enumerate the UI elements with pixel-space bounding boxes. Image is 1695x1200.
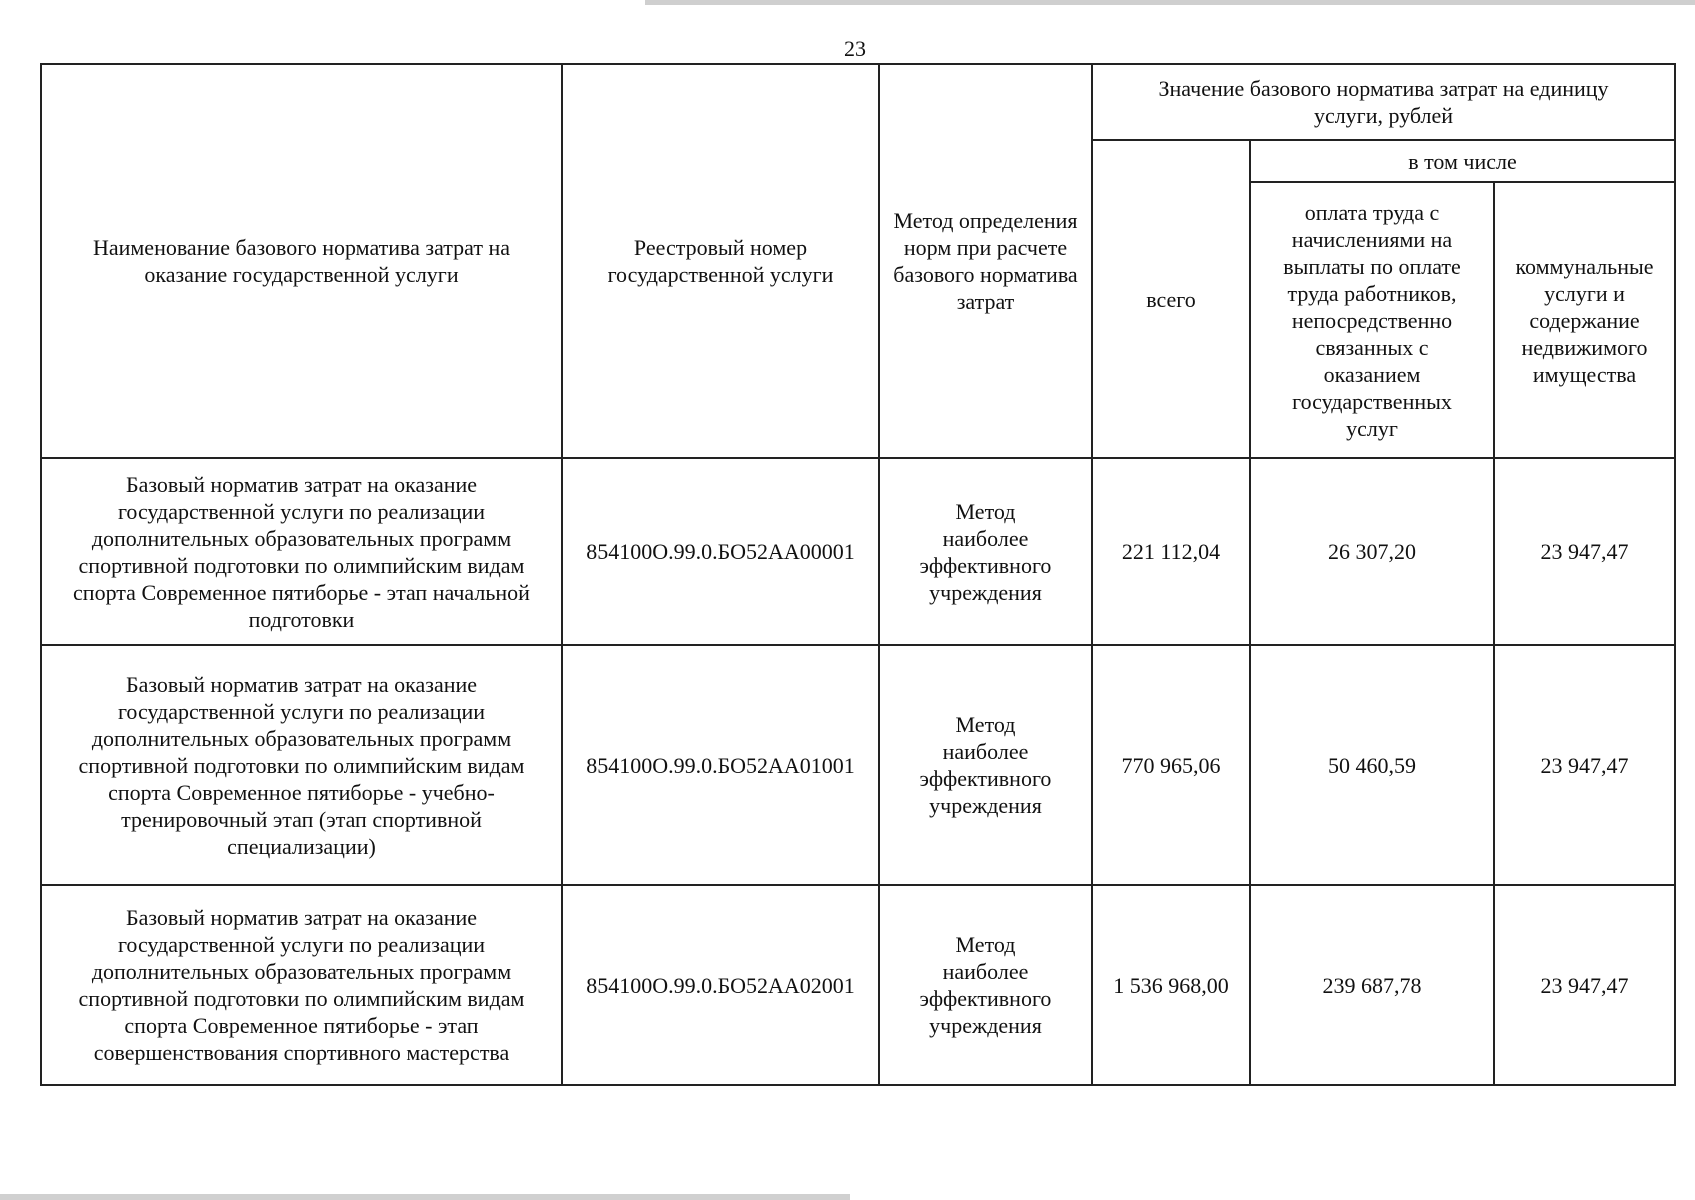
- row-total: 770 965,06: [1092, 645, 1250, 885]
- row-method: Метод наиболее эффективного учреждения: [879, 885, 1092, 1085]
- header-row-1: [41, 64, 1675, 140]
- table-row: [41, 645, 1675, 885]
- row-name: Базовый норматив затрат на оказание государственной услуги по реализации дополнительных образовательных программ спортивной подготовки по олимпийским видам спорта Современное пятиборье - этап совершенствования спортивного мастерства: [41, 885, 562, 1085]
- row-utilities: 23 947,47: [1494, 645, 1675, 885]
- row-name: Базовый норматив затрат на оказание государственной услуги по реализации дополнительных образовательных программ спортивной подготовки по олимпийским видам спорта Современное пятиборье - этап начальной подготовки: [41, 458, 562, 645]
- header-utilities: коммунальные услуги и содержание недвижимого имущества: [1494, 182, 1675, 458]
- row-name: Базовый норматив затрат на оказание государственной услуги по реализации дополнительных образовательных программ спортивной подготовки по олимпийским видам спорта Современное пятиборье - учебно-тренировочный этап (этап спортивной специализации): [41, 645, 562, 885]
- row-labor: 239 687,78: [1250, 885, 1494, 1085]
- header-name: Наименование базового норматива затрат на оказание государственной услуги: [41, 64, 562, 458]
- row-utilities: 23 947,47: [1494, 885, 1675, 1085]
- norm-table: [40, 63, 1676, 1086]
- header-method: Метод определения норм при расчете базового норматива затрат: [879, 64, 1092, 458]
- row-utilities: 23 947,47: [1494, 458, 1675, 645]
- header-total: всего: [1092, 140, 1250, 458]
- row-registry: 854100О.99.0.БО52АА00001: [562, 458, 879, 645]
- row-total: 1 536 968,00: [1092, 885, 1250, 1085]
- row-method: Метод наиболее эффективного учреждения: [879, 458, 1092, 645]
- table-row: [41, 458, 1675, 645]
- row-registry: 854100О.99.0.БО52АА01001: [562, 645, 879, 885]
- header-registry: Реестровый номер государственной услуги: [562, 64, 879, 458]
- scan-edge-top: [645, 0, 1695, 5]
- row-labor: 50 460,59: [1250, 645, 1494, 885]
- row-labor: 26 307,20: [1250, 458, 1494, 645]
- header-labor: оплата труда с начислениями на выплаты по оплате труда работников, непосредственно связанных с оказанием государственных услуг: [1250, 182, 1494, 458]
- page-number: 23: [844, 36, 866, 61]
- header-value-group: Значение базового норматива затрат на единицу услуги, рублей: [1092, 64, 1675, 140]
- table-row: [41, 885, 1675, 1085]
- header-including: в том числе: [1250, 140, 1675, 182]
- scan-edge-bottom: [0, 1194, 850, 1200]
- row-total: 221 112,04: [1092, 458, 1250, 645]
- row-method: Метод наиболее эффективного учреждения: [879, 645, 1092, 885]
- row-registry: 854100О.99.0.БО52АА02001: [562, 885, 879, 1085]
